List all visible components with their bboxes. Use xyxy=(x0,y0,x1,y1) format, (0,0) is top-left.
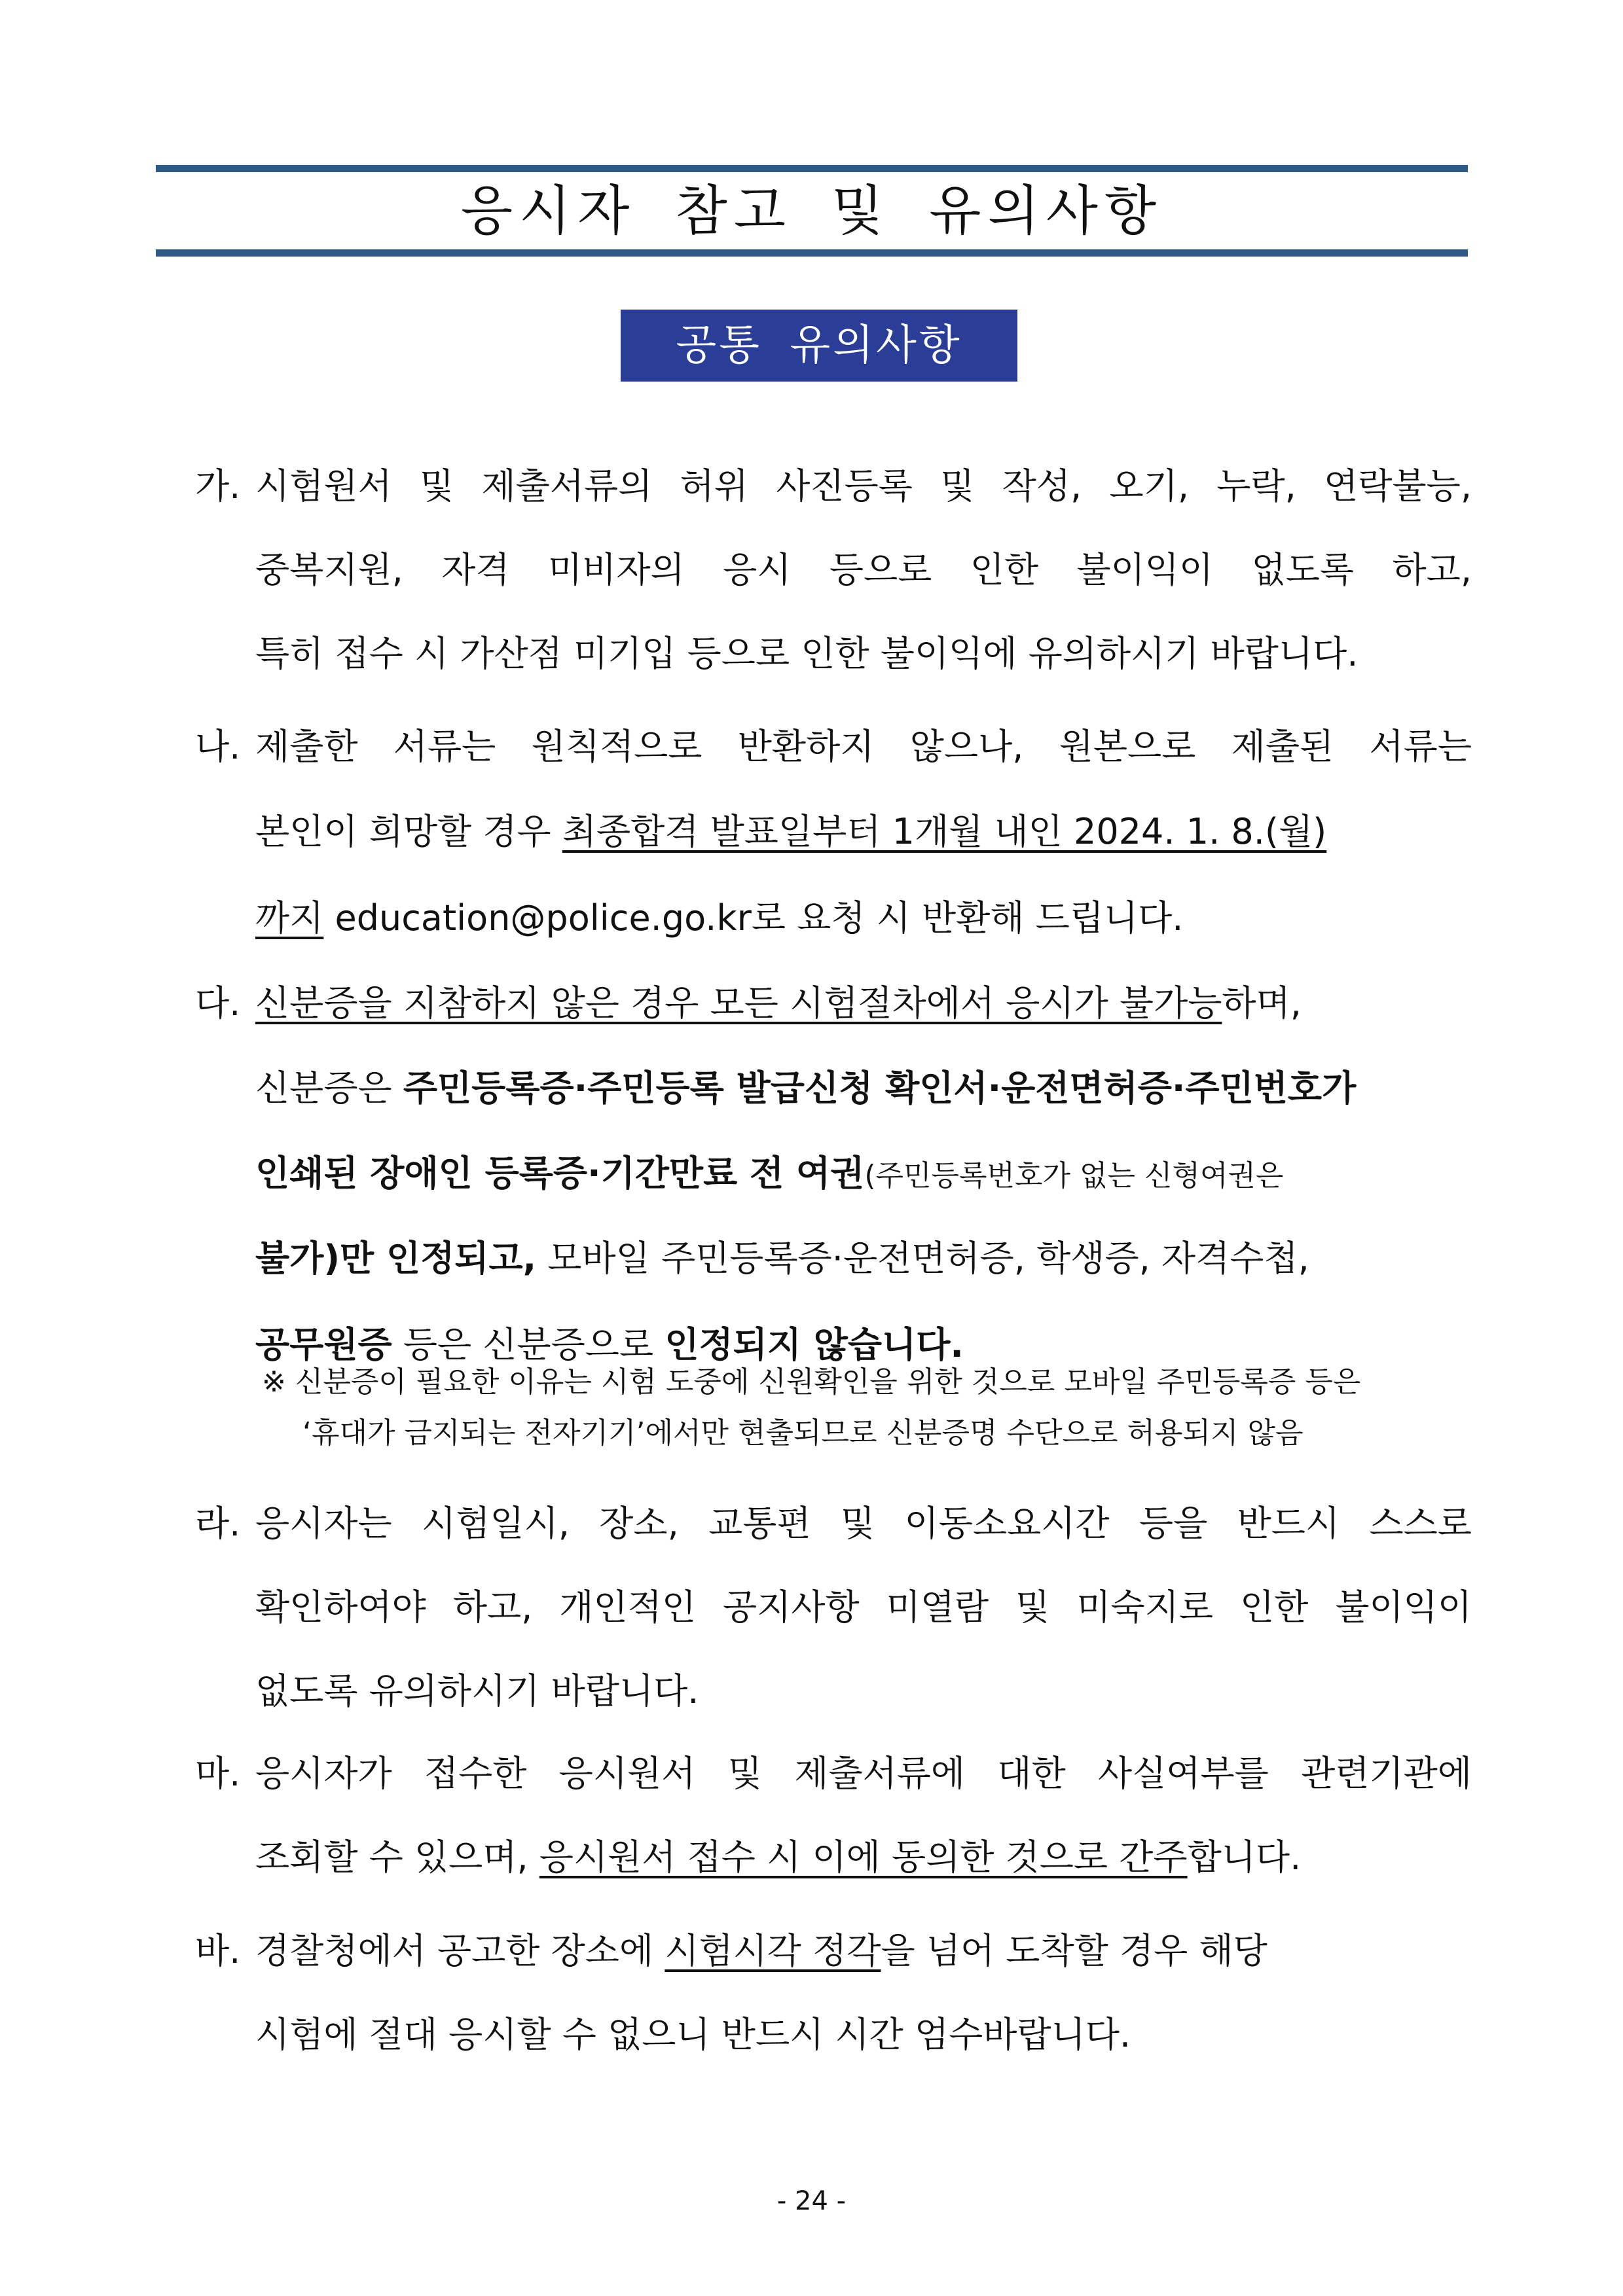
item-marker: 바. xyxy=(195,1930,241,1971)
item-text-line: 시험에 절대 응시할 수 없으니 반드시 시간 엄수바랍니다. xyxy=(255,2014,1131,2055)
item-text-line xyxy=(255,1829,1301,1880)
text-span: 등은 신분증으로 xyxy=(392,1324,665,1365)
item-text-line: 중복지원, 자격 미비자의 응시 등으로 인한 불이익이 없도록 하고, xyxy=(255,549,1472,590)
note-line: ※ 신분증이 필요한 이유는 시험 도중에 신원확인을 위한 것으로 모바일 주민등록증 등은 xyxy=(262,1365,1361,1399)
item-text-line xyxy=(255,890,1183,941)
text-span: 본인이 희망할 경우 xyxy=(255,811,562,852)
item-text-line: 확인하여야 하고, 개인적인 공지사항 미열람 및 미숙지로 인한 불이익이 xyxy=(255,1587,1472,1628)
bold-text: 불가)만 xyxy=(255,1238,386,1279)
text-span: 신분증은 xyxy=(255,1067,403,1109)
text-span: 하며, xyxy=(1222,982,1302,1024)
title-bottom-rule xyxy=(156,249,1468,257)
underlined-text: 응시원서 접수 시 이에 동의한 것으로 간주 xyxy=(539,1837,1188,1878)
item-text-line xyxy=(255,804,1326,854)
item-text-line: 제출한 서류는 원칙적으로 반환하지 않으나, 원본으로 제출된 서류는 xyxy=(255,726,1472,767)
text-span: education@police.go.kr로 요청 시 반환해 드립니다. xyxy=(323,897,1184,939)
note-line: ‘휴대가 금지되는 전자기기’에서만 현출되므로 신분증명 수단으로 허용되지 않음 xyxy=(302,1416,1304,1450)
bold-text: 인쇄된 장애인 등록증·기간만료 전 여권 xyxy=(255,1153,865,1194)
text-span: 을 넘어 도착할 경우 해당 xyxy=(881,1930,1267,1971)
small-text: (주민등록번호가 없는 신형여권은 xyxy=(864,1159,1284,1193)
text-span: 모바일 주민등록증·운전면허증, 학생증, 자격수첩, xyxy=(536,1238,1309,1279)
item-marker: 가. xyxy=(195,465,241,507)
item-marker: 라. xyxy=(195,1503,241,1544)
text-span: 조회할 수 있으며, xyxy=(255,1837,539,1878)
page-number: - 24 - xyxy=(776,2186,847,2216)
item-text-line: 없도록 유의하시기 바랍니다. xyxy=(255,1670,699,1712)
underlined-text: 시험시각 정각 xyxy=(665,1930,881,1971)
item-text-line: 특히 접수 시 가산점 미기입 등으로 인한 불이익에 유의하시기 바랍니다. xyxy=(255,633,1359,674)
underlined-text: 신분증을 지참하지 않은 경우 모든 시험절차에서 응시가 불가능 xyxy=(255,982,1222,1024)
underlined-text: 까지 xyxy=(255,897,324,939)
item-marker: 마. xyxy=(195,1753,241,1794)
section-badge: 공통 유의사항 xyxy=(621,310,1017,382)
underlined-text: 최종합격 발표일부터 1개월 내인 2024. 1. 8.(월) xyxy=(562,811,1327,852)
item-text-line xyxy=(255,1060,1356,1111)
item-text-line: 응시자가 접수한 응시원서 및 제출서류에 대한 사실여부를 관련기관에 xyxy=(255,1753,1472,1794)
bold-text: 인정되고, xyxy=(386,1238,537,1279)
item-text-line xyxy=(255,1145,1284,1196)
bold-text: 인정되지 않습니다. xyxy=(665,1324,964,1365)
item-text-line: 시험원서 및 제출서류의 허위 사진등록 및 작성, 오기, 누락, 연락불능, xyxy=(255,465,1472,507)
bold-text: 주민등록증·주민등록 발급신청 확인서·운전면허증·주민번호가 xyxy=(403,1067,1357,1109)
title-block xyxy=(156,165,1468,257)
item-text-line xyxy=(255,1923,1267,1973)
item-marker: 다. xyxy=(195,982,241,1024)
title-top-rule xyxy=(156,165,1468,172)
item-text-line: 응시자는 시험일시, 장소, 교통편 및 이동소요시간 등을 반드시 스스로 xyxy=(255,1503,1472,1544)
text-span: 경찰청에서 공고한 장소에 xyxy=(255,1930,665,1971)
bold-text: 공무원증 xyxy=(255,1324,392,1365)
text-span: 합니다. xyxy=(1187,1837,1302,1878)
item-text-line xyxy=(255,1230,1309,1281)
item-text-line xyxy=(255,975,1302,1026)
page-title: 응시자 참고 및 유의사항 xyxy=(460,180,1163,242)
item-marker: 나. xyxy=(195,726,241,767)
